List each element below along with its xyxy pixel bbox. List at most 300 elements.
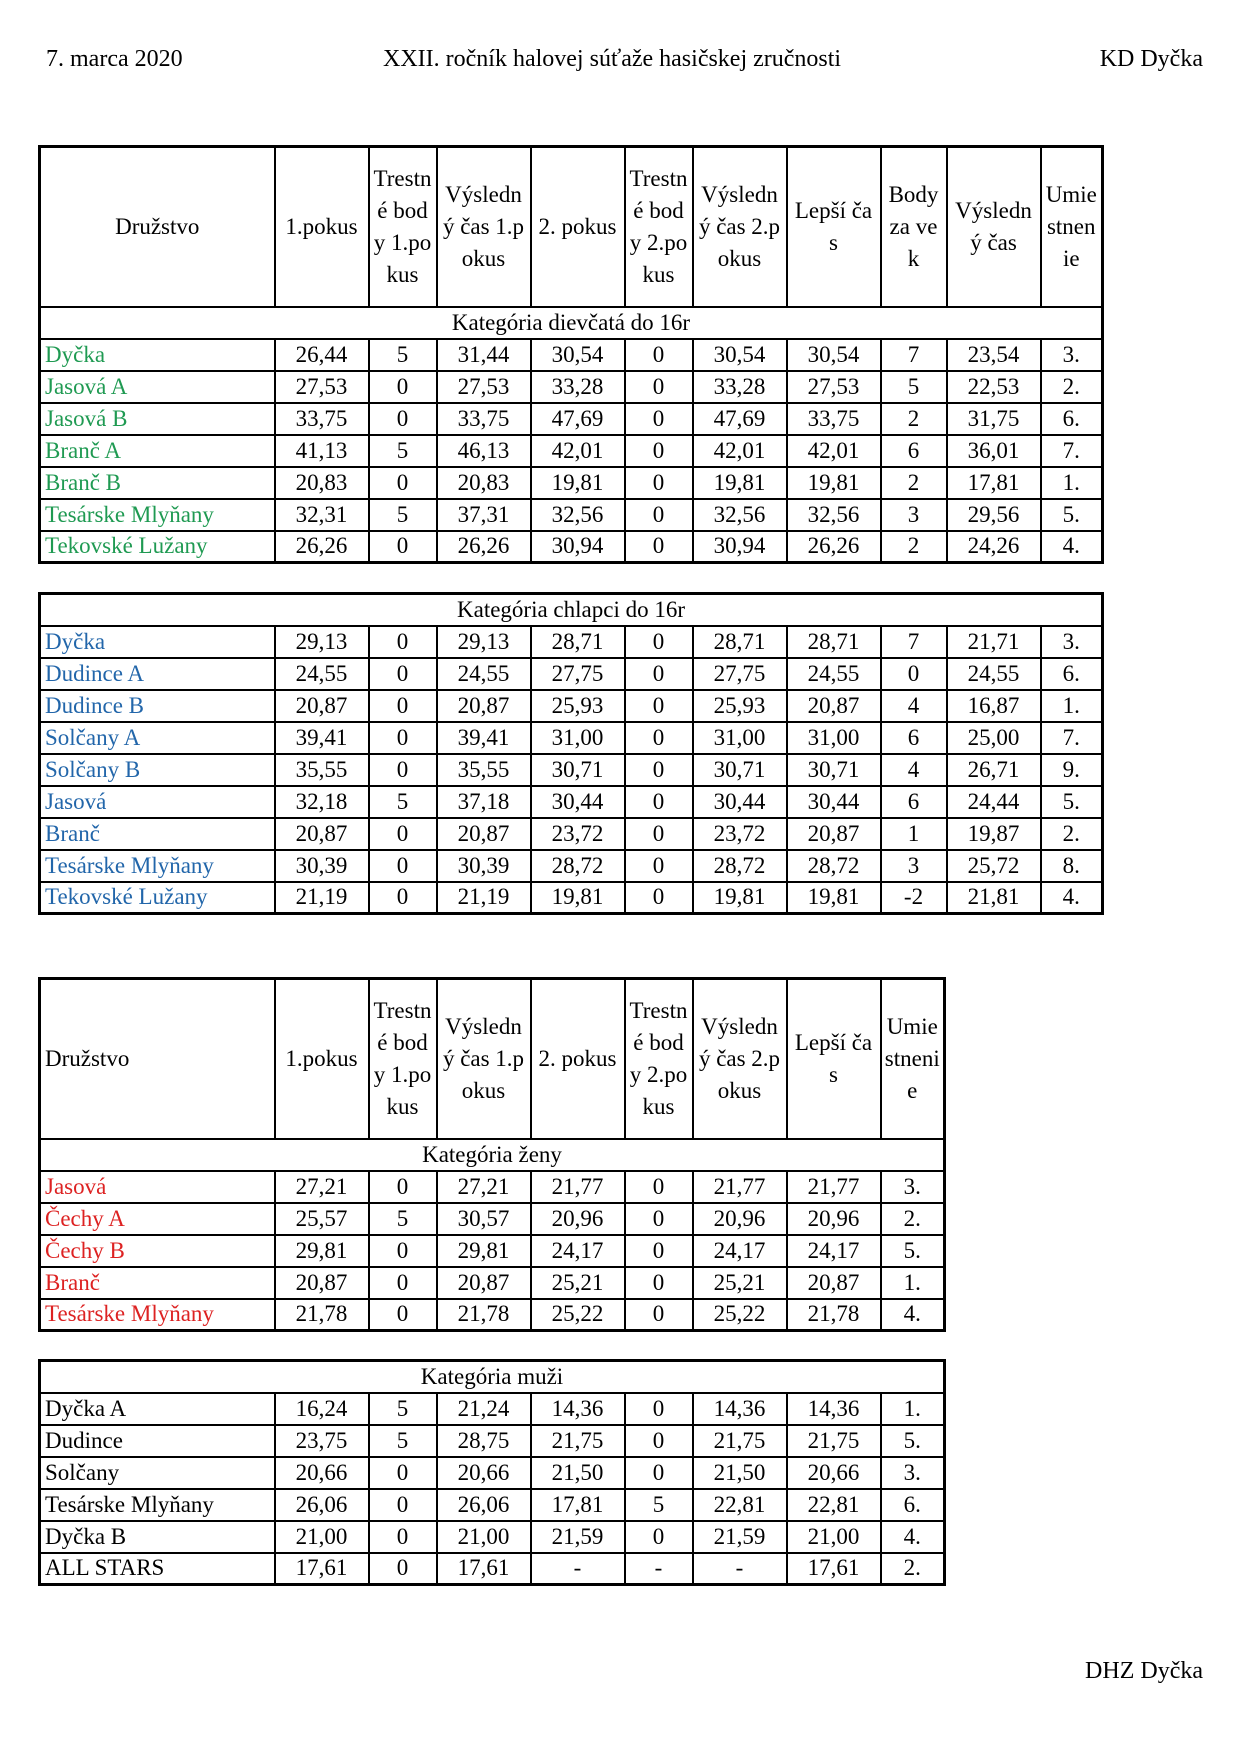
table-cell: 27,53 [275,371,369,403]
table-cell: 21,59 [693,1521,787,1553]
category-row [40,307,1103,339]
team-name: Čechy B [40,1235,275,1267]
table-cell: 28,71 [787,626,881,658]
table-cell: 0 [369,690,437,722]
team-name: Branč A [40,435,275,467]
table-cell: 24,17 [531,1235,625,1267]
adult-header-row-group [40,979,945,1171]
table-cell: 7 [881,339,947,371]
table-cell: 0 [369,658,437,690]
col-header-result2: Výsledný čas 2.pokus [693,147,787,307]
table-cell: 0 [625,339,693,371]
table-cell: 26,44 [275,339,369,371]
table-cell: 31,00 [531,722,625,754]
category-title-girls: Kategória dievčatá do 16r [40,307,1103,339]
table-cell: 16,87 [947,690,1041,722]
table-cell: 21,78 [437,1299,531,1331]
table-cell: 29,56 [947,499,1041,531]
team-name: Jasová B [40,403,275,435]
table-row [40,1203,945,1235]
col-header-penalty2: Trestné body 2.pokus [625,147,693,307]
team-name: Tekovské Lužany [40,531,275,563]
table-cell: 5. [1041,499,1103,531]
team-name: Branč [40,1267,275,1299]
table-cell: 20,83 [437,467,531,499]
table-row [40,1235,945,1267]
men-header-row-group [40,1361,945,1393]
table-cell: 20,96 [531,1203,625,1235]
table-cell: 2 [881,467,947,499]
table-cell: 32,56 [787,499,881,531]
table-cell: 26,26 [275,531,369,563]
table-cell: 5 [369,1425,437,1457]
table-cell: 0 [369,850,437,882]
table-cell: 3. [881,1171,945,1203]
boys-results-table [38,592,1104,915]
table-cell: 21,24 [437,1393,531,1425]
boys-rows [40,626,1103,914]
table-cell: 28,72 [787,850,881,882]
table-cell: 0 [625,754,693,786]
table-cell: 25,93 [693,690,787,722]
table-cell: 5 [881,371,947,403]
table-cell: 1. [1041,690,1103,722]
table-row [40,1521,945,1553]
table-cell: 19,87 [947,818,1041,850]
table-cell: 24,55 [275,658,369,690]
table-row [40,1267,945,1299]
table-cell: 25,93 [531,690,625,722]
table-cell: 0 [369,1171,437,1203]
table-cell: 32,31 [275,499,369,531]
table-cell: 27,21 [437,1171,531,1203]
table-cell: 0 [625,1393,693,1425]
table-cell: 27,21 [275,1171,369,1203]
table-row [40,1425,945,1457]
table-cell: 22,81 [693,1489,787,1521]
table-cell: 17,81 [531,1489,625,1521]
team-name: Branč [40,818,275,850]
team-name: Dudince B [40,690,275,722]
table-cell: 0 [625,722,693,754]
table-cell: 4 [881,690,947,722]
table-cell: 5 [369,1203,437,1235]
table-cell: 7 [881,626,947,658]
table-cell: 39,41 [437,722,531,754]
table-cell: 26,06 [275,1489,369,1521]
table-cell: 33,28 [531,371,625,403]
table-row [40,371,1103,403]
team-name: Dyčka B [40,1521,275,1553]
table-cell: 0 [625,1203,693,1235]
table-cell: 0 [625,786,693,818]
table-cell: 0 [369,1299,437,1331]
team-name: Jasová [40,1171,275,1203]
table-cell: 4 [881,754,947,786]
table-cell: 30,71 [531,754,625,786]
table-cell: 0 [369,1521,437,1553]
table-row [40,1457,945,1489]
table-cell: 32,56 [693,499,787,531]
table-cell: 19,81 [531,467,625,499]
team-name: Tesárske Mlyňany [40,850,275,882]
table-cell: 24,17 [787,1235,881,1267]
table-cell: 33,75 [787,403,881,435]
table-cell: 21,50 [693,1457,787,1489]
table-row [40,1393,945,1425]
category-title-men: Kategória muži [40,1361,945,1393]
table-cell: 0 [369,818,437,850]
table-cell: 37,31 [437,499,531,531]
table-cell: 21,75 [693,1425,787,1457]
table-cell: 23,75 [275,1425,369,1457]
column-header-row [40,147,1103,307]
table-cell: 0 [369,1457,437,1489]
table-cell: 0 [625,1521,693,1553]
table-cell: - [625,1553,693,1585]
table-row [40,818,1103,850]
team-name: Jasová [40,786,275,818]
table-cell: 22,81 [787,1489,881,1521]
team-name: Jasová A [40,371,275,403]
table-cell: 42,01 [787,435,881,467]
girls-rows [40,339,1103,563]
table-cell: 5 [369,786,437,818]
table-cell: 20,87 [787,1267,881,1299]
table-cell: 0 [369,467,437,499]
table-cell: 21,00 [787,1521,881,1553]
table-row [40,531,1103,563]
table-cell: 14,36 [531,1393,625,1425]
table-cell: 0 [369,1489,437,1521]
table-cell: 0 [625,882,693,914]
table-row [40,1171,945,1203]
table-cell: 27,75 [531,658,625,690]
team-name: Solčany [40,1457,275,1489]
table-cell: 2. [1041,818,1103,850]
boys-header-row-group [40,594,1103,626]
team-name: Dudince A [40,658,275,690]
table-cell: 25,00 [947,722,1041,754]
table-row [40,435,1103,467]
table-cell: 9. [1041,754,1103,786]
table-cell: 4. [881,1299,945,1331]
men-rows [40,1393,945,1585]
table-cell: 21,71 [947,626,1041,658]
table-cell: 28,71 [531,626,625,658]
table-cell: 5. [881,1425,945,1457]
table-cell: 21,78 [275,1299,369,1331]
table-cell: 1. [1041,467,1103,499]
table-cell: 20,96 [787,1203,881,1235]
col-header-rank: Umiestnenie [1041,147,1103,307]
table-cell: 25,21 [693,1267,787,1299]
team-name: Tesárske Mlyňany [40,1299,275,1331]
table-cell: 24,17 [693,1235,787,1267]
table-cell: 6. [1041,403,1103,435]
team-name: Tekovské Lužany [40,882,275,914]
table-cell: 5 [369,435,437,467]
table-cell: 0 [625,403,693,435]
table-cell: 30,57 [437,1203,531,1235]
table-cell: 5 [625,1489,693,1521]
table-cell: 0 [625,531,693,563]
table-cell: 7. [1041,435,1103,467]
table-cell: 5 [369,499,437,531]
table-cell: 30,71 [787,754,881,786]
table-cell: - [693,1553,787,1585]
category-row [40,1139,945,1171]
table-row [40,626,1103,658]
table-cell: 30,54 [787,339,881,371]
table-row [40,690,1103,722]
youth-results-table [38,145,1104,564]
table-cell: 26,26 [787,531,881,563]
table-cell: 27,53 [437,371,531,403]
table-cell: 2. [881,1203,945,1235]
table-cell: 20,87 [437,1267,531,1299]
table-cell: 30,71 [693,754,787,786]
table-cell: 2 [881,531,947,563]
col-header-attempt2: 2. pokus [531,979,625,1139]
table-cell: 29,13 [275,626,369,658]
table-cell: 33,75 [437,403,531,435]
table-cell: 25,72 [947,850,1041,882]
table-cell: 1. [881,1267,945,1299]
table-cell: 2. [881,1553,945,1585]
table-cell: 20,66 [275,1457,369,1489]
table-cell: 26,26 [437,531,531,563]
table-cell: 21,75 [787,1425,881,1457]
table-cell: 19,81 [531,882,625,914]
table-cell: 16,24 [275,1393,369,1425]
table-cell: 19,81 [693,882,787,914]
table-cell: 32,18 [275,786,369,818]
table-cell: 25,21 [531,1267,625,1299]
table-cell: 20,66 [787,1457,881,1489]
table-cell: -2 [881,882,947,914]
table-cell: 21,59 [531,1521,625,1553]
team-name: Branč B [40,467,275,499]
table-cell: 6 [881,435,947,467]
table-row [40,786,1103,818]
col-header-final: Výsledný čas [947,147,1041,307]
table-cell: 4. [1041,882,1103,914]
youth-header-row-group [40,147,1103,339]
table-cell: 0 [369,371,437,403]
table-cell: 4. [881,1521,945,1553]
table-cell: 29,81 [437,1235,531,1267]
table-cell: 0 [625,690,693,722]
col-header-team: Družstvo [40,147,275,307]
women-results-table [38,977,946,1332]
table-cell: 0 [369,882,437,914]
table-row [40,1489,945,1521]
table-cell: 28,75 [437,1425,531,1457]
category-row [40,1361,945,1393]
table-cell: 0 [625,818,693,850]
table-cell: 0 [625,1457,693,1489]
col-header-team: Družstvo [40,979,275,1139]
col-header-penalty2: Trestné body 2.pokus [625,979,693,1139]
table-cell: 47,69 [531,403,625,435]
table-cell: 0 [625,1235,693,1267]
table-cell: 17,81 [947,467,1041,499]
table-cell: 20,87 [787,690,881,722]
category-title-women: Kategória ženy [40,1139,945,1171]
table-row [40,1299,945,1331]
team-name: Čechy A [40,1203,275,1235]
table-cell: 27,53 [787,371,881,403]
table-cell: 3. [1041,626,1103,658]
table-cell: 0 [625,1425,693,1457]
team-name: ALL STARS [40,1553,275,1585]
table-cell: 28,71 [693,626,787,658]
table-cell: 21,19 [275,882,369,914]
team-name: Dudince [40,1425,275,1457]
table-cell: 0 [625,1171,693,1203]
table-cell: 24,26 [947,531,1041,563]
table-cell: 22,53 [947,371,1041,403]
table-cell: 14,36 [693,1393,787,1425]
table-cell: 30,44 [531,786,625,818]
team-name: Solčany A [40,722,275,754]
team-name: Dyčka [40,626,275,658]
table-cell: 21,50 [531,1457,625,1489]
column-header-row [40,979,945,1139]
table-cell: 24,55 [787,658,881,690]
table-cell: 6. [1041,658,1103,690]
table-cell: 0 [369,1553,437,1585]
table-cell: 20,66 [437,1457,531,1489]
table-cell: 20,87 [437,818,531,850]
table-cell: 20,87 [275,818,369,850]
table-cell: 2 [881,403,947,435]
table-row [40,882,1103,914]
table-cell: 20,83 [275,467,369,499]
table-cell: 17,61 [787,1553,881,1585]
col-header-result1: Výsledný čas 1.pokus [437,147,531,307]
table-cell: 28,72 [531,850,625,882]
table-cell: 20,87 [437,690,531,722]
table-cell: 23,72 [531,818,625,850]
table-cell: 0 [625,1299,693,1331]
table-cell: 0 [369,403,437,435]
table-cell: 0 [369,1235,437,1267]
col-header-best: Lepší čas [787,979,881,1139]
table-cell: 20,96 [693,1203,787,1235]
table-cell: 33,75 [275,403,369,435]
col-header-attempt1: 1.pokus [275,147,369,307]
table-cell: 0 [625,850,693,882]
table-cell: 17,61 [437,1553,531,1585]
table-cell: 19,81 [693,467,787,499]
table-cell: 20,87 [275,690,369,722]
table-cell: 5. [1041,786,1103,818]
table-cell: 42,01 [531,435,625,467]
table-cell: 0 [369,754,437,786]
col-header-result2: Výsledný čas 2.pokus [693,979,787,1139]
table-row [40,754,1103,786]
table-cell: 7. [1041,722,1103,754]
table-cell: 23,72 [693,818,787,850]
table-cell: 30,94 [693,531,787,563]
col-header-penalty1: Trestné body 1.pokus [369,979,437,1139]
header-date: 7. marca 2020 [46,46,183,72]
table-cell: 0 [625,658,693,690]
table-cell: 20,87 [275,1267,369,1299]
table-cell: 0 [625,435,693,467]
table-cell: 30,54 [693,339,787,371]
table-cell: 25,57 [275,1203,369,1235]
table-row [40,499,1103,531]
table-cell: 24,55 [437,658,531,690]
team-name: Tesárske Mlyňany [40,1489,275,1521]
table-cell: 0 [369,626,437,658]
table-cell: 25,22 [693,1299,787,1331]
table-cell: 0 [625,1267,693,1299]
header-place: KD Dyčka [1099,46,1203,72]
table-cell: 0 [369,531,437,563]
table-cell: 30,39 [275,850,369,882]
table-cell: 0 [625,499,693,531]
table-cell: 3 [881,499,947,531]
table-cell: 30,44 [787,786,881,818]
table-cell: 14,36 [787,1393,881,1425]
table-cell: 39,41 [275,722,369,754]
table-cell: 21,19 [437,882,531,914]
table-cell: 21,00 [437,1521,531,1553]
col-header-age-points: Body za vek [881,147,947,307]
table-cell: 21,77 [787,1171,881,1203]
table-cell: - [531,1553,625,1585]
table-cell: 30,39 [437,850,531,882]
table-cell: 17,61 [275,1553,369,1585]
table-row [40,850,1103,882]
team-name: Tesárske Mlyňany [40,499,275,531]
table-cell: 2. [1041,371,1103,403]
table-cell: 19,81 [787,882,881,914]
col-header-rank: Umiestnenie [881,979,945,1139]
table-cell: 21,75 [531,1425,625,1457]
table-cell: 24,44 [947,786,1041,818]
table-cell: 0 [369,722,437,754]
table-cell: 27,75 [693,658,787,690]
table-cell: 31,00 [693,722,787,754]
table-cell: 0 [369,1267,437,1299]
table-cell: 0 [625,626,693,658]
table-cell: 30,44 [693,786,787,818]
table-cell: 21,77 [693,1171,787,1203]
table-cell: 29,13 [437,626,531,658]
table-cell: 31,44 [437,339,531,371]
table-cell: 47,69 [693,403,787,435]
table-cell: 21,77 [531,1171,625,1203]
table-cell: 5 [369,1393,437,1425]
col-header-result1: Výsledný čas 1.pokus [437,979,531,1139]
table-cell: 29,81 [275,1235,369,1267]
team-name: Dyčka [40,339,275,371]
category-row [40,594,1103,626]
col-header-attempt2: 2. pokus [531,147,625,307]
table-cell: 3. [1041,339,1103,371]
table-cell: 21,00 [275,1521,369,1553]
table-cell: 37,18 [437,786,531,818]
table-cell: 21,81 [947,882,1041,914]
table-cell: 0 [625,467,693,499]
category-title-boys: Kategória chlapci do 16r [40,594,1103,626]
table-cell: 31,00 [787,722,881,754]
